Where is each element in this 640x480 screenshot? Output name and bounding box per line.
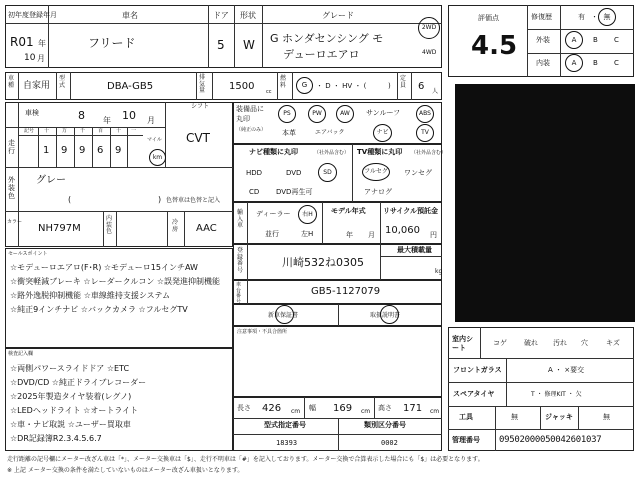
recycle-label: リサイクル預託金 [383,207,439,215]
navi-dvd: DVD [286,169,302,177]
length-label: 長さ [237,404,251,412]
mile-label: マイル [147,137,162,143]
navi-title: ナビ種類に丸印 [249,148,298,156]
ac-label: 冷房 [172,219,179,233]
doors-value: 5 [217,38,225,52]
navi-dvd-play: DVD再生可 [276,188,313,196]
max-load-label: 最大積載量 [397,246,432,254]
equipment-sunroof: サンルーフ [366,109,401,117]
exterior-label: 外装 [536,36,550,44]
shape-label: 形状 [240,11,256,20]
first-reg-era: R01 [10,35,34,49]
score-value: 4.5 [471,31,518,61]
equipment-aw-circle: AW [336,105,354,123]
type-cert-label: 型式指定番号 [264,421,306,429]
max-load-kg: kg [435,268,443,275]
interior-b: B [593,59,598,67]
equipment-label-2: 丸印 [236,115,250,123]
navi-sd-circle: SD [318,163,337,182]
width-label: 幅 [309,404,316,412]
import-parallel: 並行 [265,230,279,238]
recycle-value: 10,060 [385,225,420,236]
tools-label: 工具 [459,413,473,421]
type-cert-value: 18393 [276,439,298,447]
sales-point-item: ☆純正9インチナビ ☆バックカメラ ☆フルセグTV [10,305,188,314]
height-unit: cm [430,408,440,415]
sales-point-item: ☆路外逸脱抑制機能 ☆車線維持支援システム [10,291,171,300]
inspector-item: ☆LEDヘッドライト ☆オートライト [10,406,139,415]
score-label: 評価点 [478,14,499,22]
mileage-unit-header: 十 [116,128,122,134]
inspector-label: 検査記入欄 [8,351,34,357]
displacement-value: 1500 [229,81,255,92]
mileage-unit-header: 十 [44,128,50,134]
model-label: 型式 [59,75,66,89]
equipment-note: （純正のみ） [236,127,267,133]
redacted-image-panel [455,84,635,322]
exterior-b: B [593,36,598,44]
equipment-leather: 本革 [282,129,296,137]
mileage-unit-header: 万 [62,128,68,134]
grade-label: グレード [322,11,354,20]
inspection-month: 10 [122,109,136,122]
mileage-digit: 6 [97,145,104,156]
import-dealer: ディーラー [256,210,291,218]
sales-points-label: セールスポイント [8,251,48,257]
model-year-unit: 年 [346,231,353,239]
jack-value: 無 [603,413,610,421]
inspector-item: ☆車・ナビ取説 ☆ユーザー買取車 [10,420,131,429]
exterior-a-circle: A [565,31,583,49]
inspector-item: ☆DR記録簿R2.3.4.5.6.7 [10,434,102,443]
import-label: 輸入車 [237,209,244,230]
tv-oneseg: ワンセグ [404,169,432,177]
first-reg-month-unit: 月 [37,54,45,63]
notes-label: 注意事項・不具合箇所 [237,329,288,335]
manual-circle [380,305,399,324]
use-value: 自家用 [23,81,51,91]
spare-label: スペアタイヤ [453,390,495,398]
shift-value: CVT [186,131,210,145]
color-note: 色替車は色替と記入 [166,197,221,204]
equipment-airbag: エアバック [315,129,345,136]
model-year-label: モデル年式 [331,207,366,215]
seat-label: 室内シート [452,335,473,353]
import-left-h: 左H [301,230,314,238]
tv-title: TV種類に丸印 [357,148,403,156]
fuel-label: 燃料 [280,75,287,89]
mgmt-value: 09502000050042601037 [499,435,602,445]
navi-cd: CD [249,188,260,196]
color-paren-open: ( [68,195,72,204]
capacity-label: 定員 [400,75,407,89]
grade-line2: デューロエアロ [283,48,360,61]
height-value: 171 [403,403,423,414]
jack-label: ジャッキ [545,413,573,421]
inspector-item: ☆2025年製造タイヤ装着(レグノ) [10,392,132,401]
new-car-warranty: 新車保証書 [268,312,299,319]
mileage-digit: 9 [79,145,86,156]
interior-color-label: 内装色 [106,215,113,236]
spare-value: T ・ 修理KIT ・ 欠 [531,391,582,398]
mileage-digit: 1 [43,145,50,156]
footer-line1: 走行距離の記号欄にメーター改ざん車は「*」、メーター交換車は「$」、走行不明車は「#」を記入しております。メーター交換で合算表示した場合にも「$」は必要となります。 [7,456,484,463]
equipment-tv-circle: TV [416,124,434,142]
drive-2wd-circle: 2WD [418,17,440,39]
seat-condition-item: 破れ [524,339,538,347]
registration-label: 登録番号 [237,247,244,274]
color-code-value: NH797M [38,223,81,234]
tools-value: 無 [511,413,518,421]
fuel-options: ・ D ・ HV ・ ( [316,82,367,90]
color-label: 外装色 [8,176,15,201]
length-unit: cm [291,408,301,415]
interior-label: 内装 [536,59,550,67]
class-label: 類別区分番号 [364,421,406,429]
exterior-c: C [614,36,619,44]
tv-fullseg-circle: フルセグ [362,163,390,181]
interior-c: C [614,59,619,67]
height-label: 高さ [378,404,392,412]
repair-label: 修復歴 [531,13,552,21]
interior-a-circle: A [565,54,583,72]
equipment-abs-circle: ABS [416,105,434,123]
mgmt-label: 管理番号 [452,436,480,444]
grade-line1: G ホンダセンシング モ [270,32,384,45]
registration-value: 川崎532ね0305 [282,256,364,269]
inspection-year: 8 [78,109,85,122]
class-value: 0002 [381,439,398,447]
capacity-value: 6 [418,81,425,92]
equipment-label-1: 装備品に [236,105,264,113]
mileage-label: 走行 [8,139,15,156]
inspector-item: ☆両側パワースライドドア ☆ETC [10,364,130,373]
drive-4wd: 4WD [422,49,437,56]
equipment-navi-circle: ナビ [373,124,392,142]
recycle-yen: 円 [430,231,437,239]
inspection-year-unit: 年 [103,116,111,125]
navi-title-note: （社外品含む） [314,150,350,156]
km-circle: km [149,149,166,166]
displacement-label: 排気量 [199,74,206,95]
car-name: フリード [88,36,136,50]
shift-label: シフト [191,103,210,110]
seat-condition-item: 穴 [581,339,588,347]
sales-point-item: ☆衝突軽減ブレーキ ☆レーダークルコン ☆誤発進抑制機能 [10,277,221,286]
mileage-digit: 9 [61,145,68,156]
warranty-circle [275,305,294,324]
import-right-h-circle: 右H [298,205,317,224]
capacity-unit: 人 [432,88,439,95]
mileage-unit-header: 一 [131,128,137,134]
length-value: 426 [262,403,282,414]
shape-value: W [243,38,255,52]
sales-point-item: ☆モデューロエアロ(F･R) ☆モデューロ15インチAW [10,263,198,272]
mileage-digit: 9 [115,145,122,156]
mileage-unit-header: 千 [80,128,86,134]
tv-title-note: （社外品含む） [411,150,447,156]
first-reg-month: 10 [24,53,36,63]
displacement-unit: cc [266,89,272,95]
repair-no-circle: 無 [598,8,616,26]
fuel-close: ) [388,82,391,90]
width-value: 169 [333,403,353,414]
first-reg-year-unit: 年 [38,39,46,48]
manual: 取扱説明書 [370,312,401,319]
chassis-value: GB5-1127079 [311,286,381,297]
notes-box [233,326,442,397]
seat-condition-item: コゲ [493,339,507,347]
repair-yes: 有 [578,13,585,21]
color-code-label: カラー [7,219,23,225]
repair-sep: ・ [591,13,598,21]
seat-condition-item: キズ [606,339,620,347]
equipment-pw-circle: PW [308,105,326,123]
mileage-unit-header: 記号 [24,128,35,134]
color-value: グレー [36,175,66,186]
inspection-label: 車検 [25,109,39,117]
navi-hdd: HDD [246,169,263,177]
tv-analog: アナログ [364,188,392,196]
seat-condition-item: 汚れ [553,339,567,347]
inspector-item: ☆DVD/CD ☆純正ドライブレコーダー [10,378,147,387]
front-glass-value: A ・ ×要交 [548,366,585,374]
inspection-month-unit: 月 [147,116,155,125]
model-value: DBA-GB5 [107,81,154,92]
model-month-unit: 月 [368,231,375,239]
color-paren-close: ) [158,195,162,204]
first-reg-label: 初年度登録年月 [8,11,57,19]
width-unit: cm [361,408,371,415]
ac-value: AAC [196,223,217,234]
door-label: ドア [213,11,229,20]
equipment-ps-circle: PS [278,105,296,123]
chassis-label: 車台番号 [236,282,242,305]
car-name-label: 車名 [122,11,138,20]
mileage-unit-header: 百 [98,128,104,134]
fuel-gas-circle: G [296,77,313,94]
use-label: 車種 [8,75,15,89]
footer-line2: ※ 上記 メーター交換の条件を満たしていないものはメーター改ざん車扱いとなります。 [7,467,244,474]
front-glass-label: フロントガラス [453,366,502,374]
